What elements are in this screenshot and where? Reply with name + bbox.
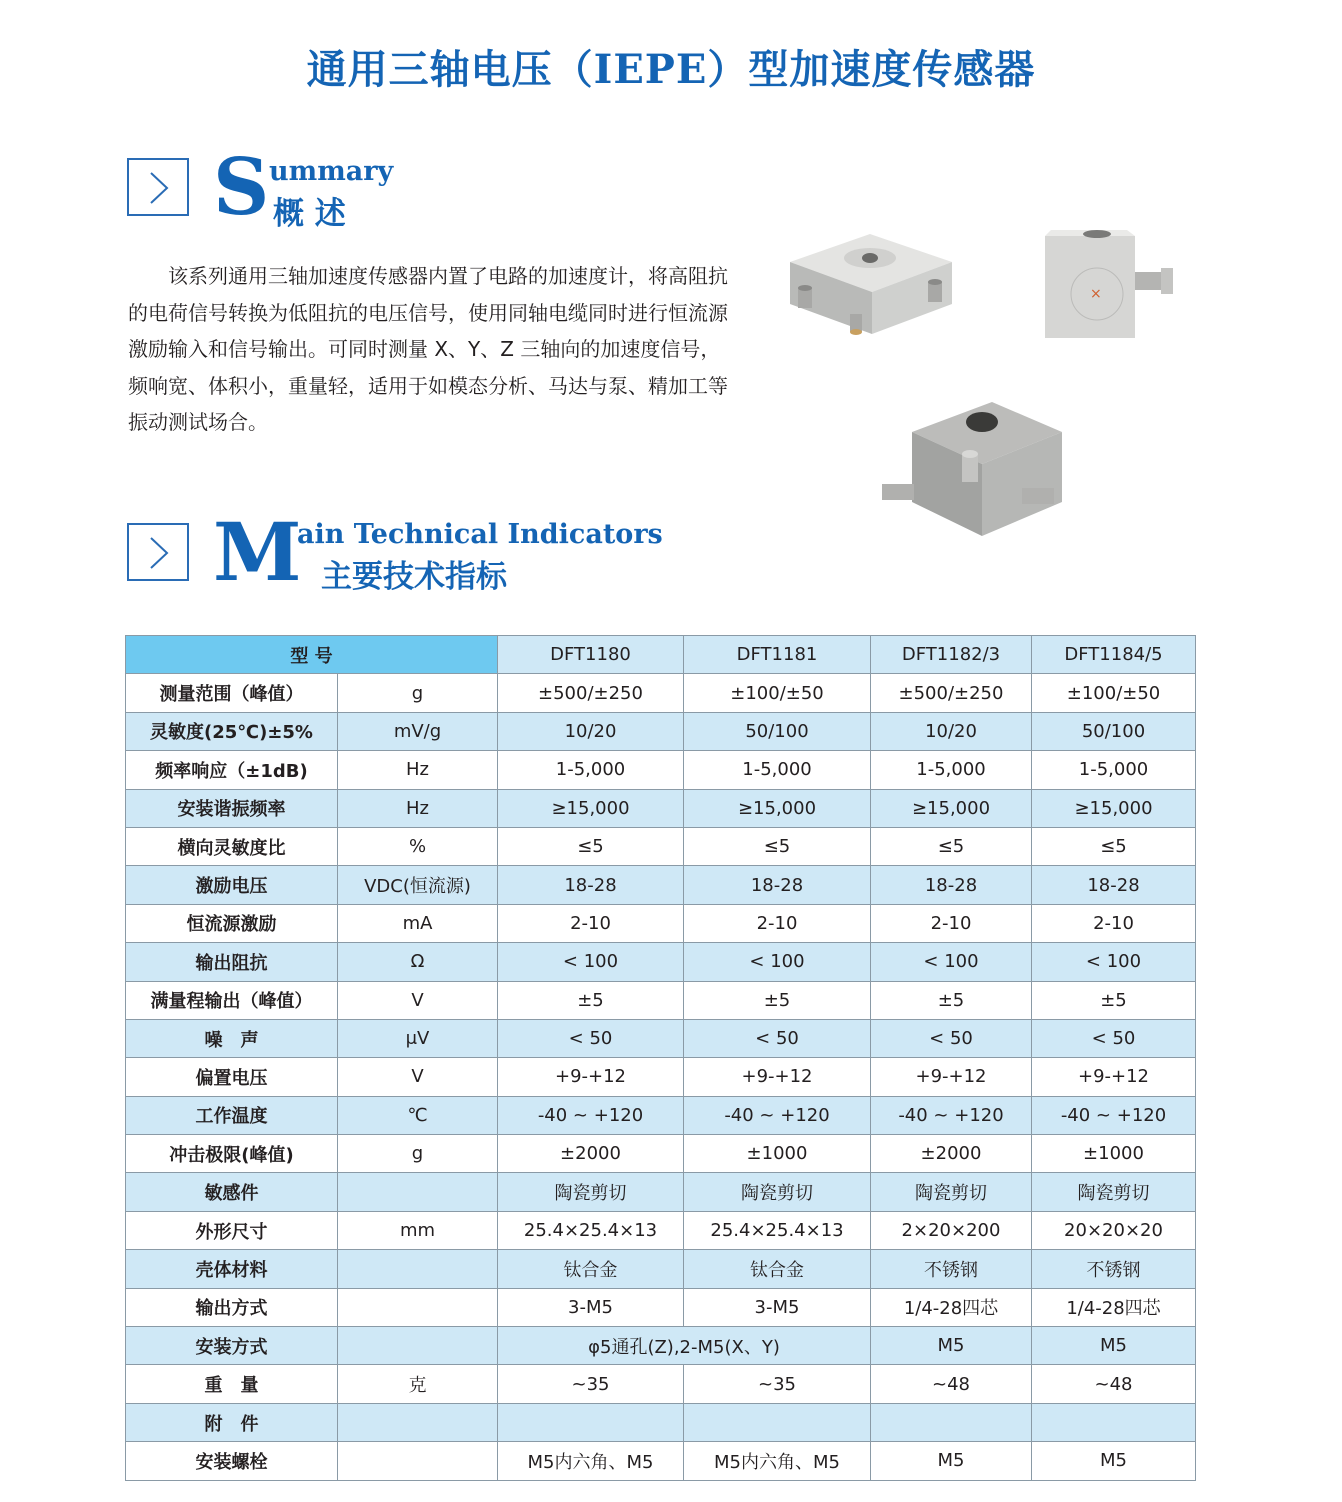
table-row: [126, 1442, 1196, 1480]
value-cell: +9-+12: [871, 1058, 1032, 1096]
value-cell: ±1000: [1032, 1135, 1196, 1173]
value-cell: M5: [1032, 1327, 1196, 1365]
value-cell: < 50: [498, 1019, 684, 1057]
model-header-cell: DFT1180: [498, 636, 684, 674]
table-row: [126, 904, 1196, 942]
value-cell: 2-10: [684, 904, 871, 942]
value-cell: [871, 1403, 1032, 1441]
unit-cell: Hz: [338, 789, 498, 827]
unit-cell: V: [338, 1058, 498, 1096]
value-cell: [498, 1403, 684, 1441]
param-name-cell: 重 量: [126, 1365, 338, 1403]
value-cell: 10/20: [871, 712, 1032, 750]
unit-cell: [338, 1288, 498, 1326]
value-cell: 18-28: [1032, 866, 1196, 904]
value-cell: 20×20×20: [1032, 1211, 1196, 1249]
unit-cell: mV/g: [338, 712, 498, 750]
value-cell: 25.4×25.4×13: [498, 1211, 684, 1249]
param-name-cell: 恒流源激励: [126, 904, 338, 942]
unit-cell: %: [338, 827, 498, 865]
unit-cell: [338, 1403, 498, 1441]
table-row: [126, 1250, 1196, 1288]
value-cell: 钛合金: [498, 1250, 684, 1288]
param-name-cell: 噪 声: [126, 1019, 338, 1057]
value-cell: ±2000: [498, 1135, 684, 1173]
indicators-initial: M: [213, 505, 302, 599]
param-name-cell: 外形尺寸: [126, 1211, 338, 1249]
param-name-cell: 满量程输出（峰值）: [126, 981, 338, 1019]
value-cell: < 50: [871, 1019, 1032, 1057]
param-name-cell: 横向灵敏度比: [126, 827, 338, 865]
param-name-cell: 安装谐振频率: [126, 789, 338, 827]
table-row: [126, 827, 1196, 865]
value-cell: ±100/±50: [1032, 674, 1196, 712]
table-row: [126, 789, 1196, 827]
unit-cell: mA: [338, 904, 498, 942]
value-cell: 陶瓷剪切: [684, 1173, 871, 1211]
value-cell: 2×20×200: [871, 1211, 1032, 1249]
unit-cell: mm: [338, 1211, 498, 1249]
value-cell: < 100: [498, 943, 684, 981]
value-cell: ±1000: [684, 1135, 871, 1173]
unit-cell: VDC(恒流源): [338, 866, 498, 904]
table-header-row: [126, 636, 1196, 674]
table-row: [126, 981, 1196, 1019]
model-header-cell: DFT1181: [684, 636, 871, 674]
value-cell: 1/4-28四芯: [871, 1288, 1032, 1326]
table-row: [126, 1365, 1196, 1403]
value-cell: 1-5,000: [871, 751, 1032, 789]
value-cell: ≥15,000: [498, 789, 684, 827]
value-cell: ≤5: [1032, 827, 1196, 865]
value-cell: < 100: [1032, 943, 1196, 981]
value-cell: 2-10: [871, 904, 1032, 942]
table-row: [126, 1058, 1196, 1096]
value-cell: 50/100: [1032, 712, 1196, 750]
table-row: [126, 1135, 1196, 1173]
value-cell: ±500/±250: [498, 674, 684, 712]
sensor-photo-cube-three-connectors: [780, 222, 960, 346]
value-cell: ±5: [871, 981, 1032, 1019]
param-name-cell: 附 件: [126, 1403, 338, 1441]
chevron-right-icon: [127, 158, 189, 216]
unit-cell: Ω: [338, 943, 498, 981]
spec-table: [125, 635, 1196, 1481]
svg-text:×: ×: [1090, 286, 1102, 302]
value-cell: ~48: [1032, 1365, 1196, 1403]
value-cell: M5: [871, 1327, 1032, 1365]
value-cell: +9-+12: [498, 1058, 684, 1096]
page-title: 通用三轴电压（IEPE）型加速度传感器: [306, 46, 1036, 93]
value-cell: -40 ~ +120: [1032, 1096, 1196, 1134]
value-cell: [1032, 1403, 1196, 1441]
param-name-cell: 偏置电压: [126, 1058, 338, 1096]
value-cell: ±500/±250: [871, 674, 1032, 712]
value-cell: 2-10: [1032, 904, 1196, 942]
value-cell: 2-10: [498, 904, 684, 942]
model-header-label: 型 号: [126, 636, 498, 674]
value-cell: 不锈钢: [1032, 1250, 1196, 1288]
value-cell: 25.4×25.4×13: [684, 1211, 871, 1249]
table-row: [126, 1096, 1196, 1134]
param-name-cell: 灵敏度(25℃)±5%: [126, 712, 338, 750]
value-cell: ≥15,000: [684, 789, 871, 827]
value-cell: M5: [1032, 1442, 1196, 1480]
value-cell: 1-5,000: [684, 751, 871, 789]
indicators-title-cn: 主要技术指标: [321, 559, 507, 595]
param-name-cell: 冲击极限(峰值): [126, 1135, 338, 1173]
value-cell: 陶瓷剪切: [498, 1173, 684, 1211]
value-cell: ±100/±50: [684, 674, 871, 712]
unit-cell: [338, 1327, 498, 1365]
value-cell: 10/20: [498, 712, 684, 750]
value-cell: 18-28: [684, 866, 871, 904]
table-row: [126, 1403, 1196, 1441]
unit-cell: Hz: [338, 751, 498, 789]
table-row: [126, 866, 1196, 904]
unit-cell: g: [338, 1135, 498, 1173]
value-cell: 不锈钢: [871, 1250, 1032, 1288]
param-name-cell: 安装方式: [126, 1327, 338, 1365]
value-cell: 50/100: [684, 712, 871, 750]
summary-heading: [127, 142, 427, 233]
table-row: [126, 1288, 1196, 1326]
value-cell: < 100: [871, 943, 1032, 981]
value-cell: 18-28: [498, 866, 684, 904]
value-cell: 1-5,000: [498, 751, 684, 789]
table-row: [126, 1327, 1196, 1365]
table-row: [126, 1173, 1196, 1211]
param-name-cell: 输出方式: [126, 1288, 338, 1326]
value-cell: ≤5: [684, 827, 871, 865]
value-cell: ±5: [498, 981, 684, 1019]
summary-title-cn: 概 述: [273, 196, 346, 232]
value-cell: +9-+12: [684, 1058, 871, 1096]
summary-title-en: ummary: [269, 156, 394, 187]
value-cell: -40 ~ +120: [871, 1096, 1032, 1134]
unit-cell: [338, 1250, 498, 1288]
value-cell: ≤5: [498, 827, 684, 865]
table-row: [126, 1019, 1196, 1057]
value-cell: -40 ~ +120: [684, 1096, 871, 1134]
value-cell: ~35: [684, 1365, 871, 1403]
value-cell: φ5通孔(Z),2-M5(X、Y): [498, 1327, 871, 1365]
param-name-cell: 敏感件: [126, 1173, 338, 1211]
value-cell: ~48: [871, 1365, 1032, 1403]
value-cell: 陶瓷剪切: [871, 1173, 1032, 1211]
value-cell: M5: [871, 1442, 1032, 1480]
value-cell: +9-+12: [1032, 1058, 1196, 1096]
value-cell: ≤5: [871, 827, 1032, 865]
param-name-cell: 输出阻抗: [126, 943, 338, 981]
value-cell: 1-5,000: [1032, 751, 1196, 789]
param-name-cell: 壳体材料: [126, 1250, 338, 1288]
param-name-cell: 激励电压: [126, 866, 338, 904]
value-cell: 3-M5: [684, 1288, 871, 1326]
value-cell: 钛合金: [684, 1250, 871, 1288]
value-cell: ±5: [1032, 981, 1196, 1019]
indicators-title-en: ain Technical Indicators: [297, 519, 663, 550]
unit-cell: ℃: [338, 1096, 498, 1134]
value-cell: ≥15,000: [1032, 789, 1196, 827]
unit-cell: g: [338, 674, 498, 712]
value-cell: ≥15,000: [871, 789, 1032, 827]
indicators-heading: [127, 505, 663, 599]
value-cell: ~35: [498, 1365, 684, 1403]
param-name-cell: 频率响应（±1dB): [126, 751, 338, 789]
value-cell: M5内六角、M5: [684, 1442, 871, 1480]
sensor-photo-gray-cube: [872, 392, 1072, 546]
model-header-cell: DFT1184/5: [1032, 636, 1196, 674]
unit-cell: [338, 1173, 498, 1211]
table-row: [126, 943, 1196, 981]
summary-paragraph: 该系列通用三轴加速度传感器内置了电路的加速度计，将高阻抗的电荷信号转换为低阻抗的电压信号，使用同轴电缆同时进行恒流源激励输入和信号输出。可同时测量 X、Y、Z 三轴向的加速度信号，频响宽、体积小，重量轻，适用于如模态分析、马达与泵、精加工等振动测试场合。: [128, 264, 728, 434]
value-cell: ±5: [684, 981, 871, 1019]
value-cell: < 50: [684, 1019, 871, 1057]
unit-cell: [338, 1442, 498, 1480]
chevron-right-icon: [127, 523, 189, 581]
value-cell: -40 ~ +120: [498, 1096, 684, 1134]
value-cell: ±2000: [871, 1135, 1032, 1173]
value-cell: < 100: [684, 943, 871, 981]
unit-cell: 克: [338, 1365, 498, 1403]
param-name-cell: 测量范围（峰值）: [126, 674, 338, 712]
sensor-photo-side-connector: [1035, 226, 1185, 350]
table-row: [126, 674, 1196, 712]
param-name-cell: 安装螺栓: [126, 1442, 338, 1480]
param-name-cell: 工作温度: [126, 1096, 338, 1134]
value-cell: 18-28: [871, 866, 1032, 904]
value-cell: [684, 1403, 871, 1441]
unit-cell: V: [338, 981, 498, 1019]
value-cell: 3-M5: [498, 1288, 684, 1326]
table-row: [126, 751, 1196, 789]
table-row: [126, 712, 1196, 750]
model-header-cell: DFT1182/3: [871, 636, 1032, 674]
value-cell: 1/4-28四芯: [1032, 1288, 1196, 1326]
value-cell: < 50: [1032, 1019, 1196, 1057]
summary-initial: S: [213, 142, 270, 233]
unit-cell: μV: [338, 1019, 498, 1057]
table-row: [126, 1211, 1196, 1249]
value-cell: 陶瓷剪切: [1032, 1173, 1196, 1211]
value-cell: M5内六角、M5: [498, 1442, 684, 1480]
